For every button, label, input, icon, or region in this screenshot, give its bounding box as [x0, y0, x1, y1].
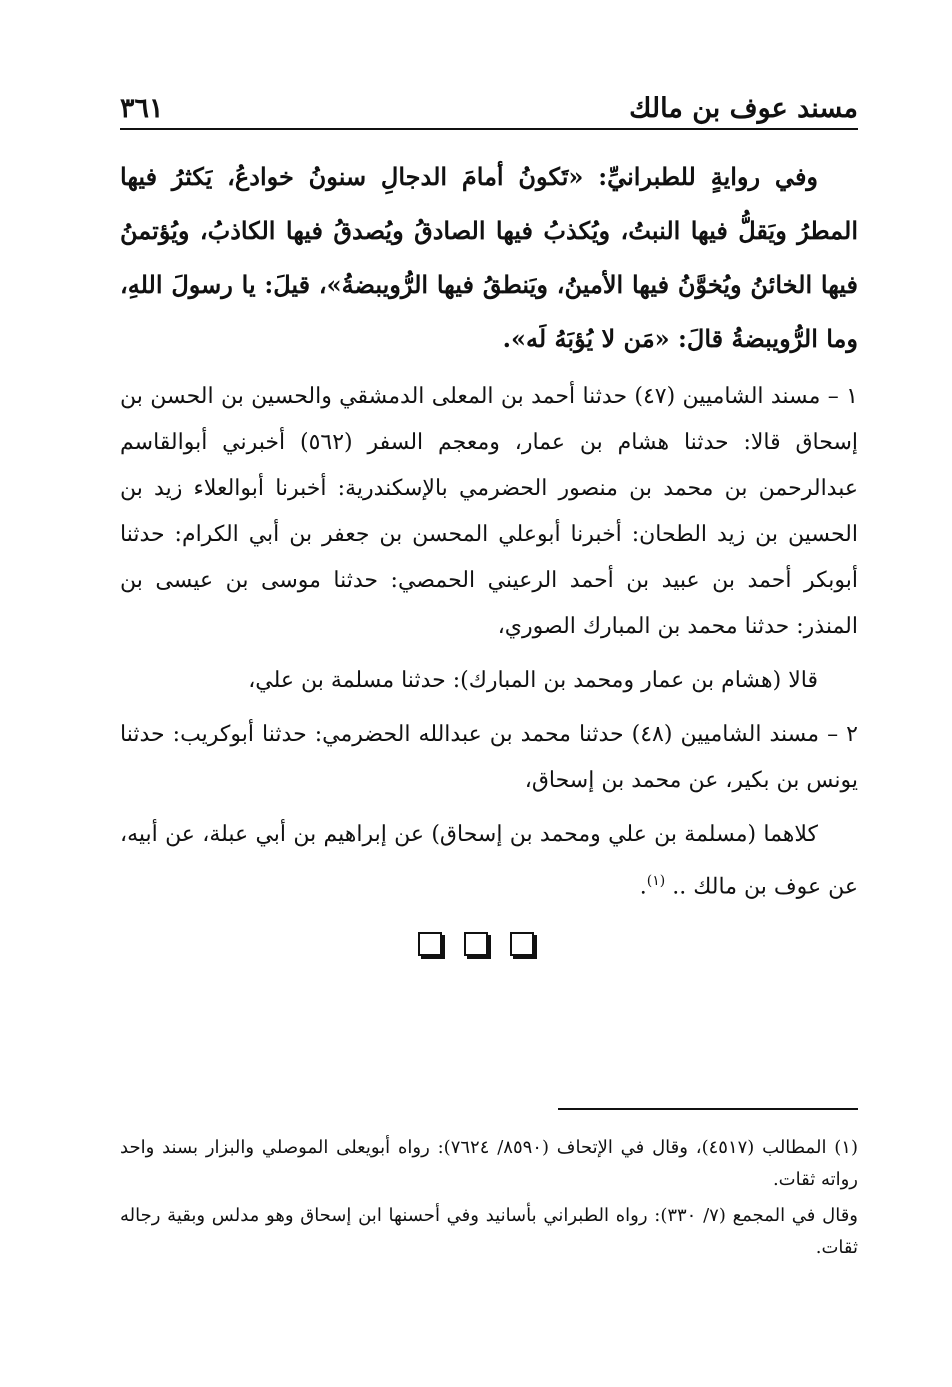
isnad-paragraph-2: قالا (هشام بن عمار ومحمد بن المبارك): حدثنا مسلمة بن علي،	[248, 668, 818, 693]
footnotes	[120, 1132, 858, 1268]
square-ornament-icon	[464, 932, 488, 956]
square-ornament-icon	[510, 932, 534, 956]
page-header	[120, 80, 858, 130]
isnad-paragraph-4-text: كلاهما (مسلمة بن علي ومحمد بن إسحاق) عن إبراهيم بن أبي عبلة، عن أبيه، عن عوف بن مالك ..	[120, 822, 858, 900]
page-body	[120, 150, 858, 918]
section-divider	[0, 932, 952, 956]
footnote-separator	[558, 1108, 858, 1110]
footnote-1: (١) المطالب (٤٥١٧)، وقال في الإتحاف (٨٥٩٠/ ٧٦٢٤): رواه أبويعلى الموصلي والبزار بسند واحد رواته ثقات.	[120, 1137, 858, 1190]
footnote-2: وقال في المجمع (٧/ ٣٣٠): رواه الطبراني بأسانيد وفي أحسنها ابن إسحاق وهو مدلس وبقية رجاله ثقات.	[120, 1205, 858, 1258]
running-title: مسند عوف بن مالك	[629, 93, 858, 124]
hadith-text: وفي روايةٍ للطبرانيِّ: «تَكونُ أمامَ الدجالِ سنونُ خوادعُ، يَكثرُ فيها المطرُ ويَقلُّ فيها النبتُ، ويُكذبُ فيها الصادقُ ويُصدقُ فيها الكاذبُ، ويُؤتمنُ فيها الخائنُ ويُخوَّنُ فيها الأمينُ، ويَنطقُ فيها الرُّويبضةُ»، قيلَ: يا رسولَ اللهِ، وما الرُّويبضةُ قالَ: «مَن لا يُؤبَهُ لَه».	[120, 162, 858, 353]
page-number: ٣٦١	[120, 93, 164, 124]
isnad-paragraph-3: ٢ – مسند الشاميين (٤٨) حدثنا محمد بن عبدالله الحضرمي: حدثنا أبوكريب: حدثنا يونس بن بكير، عن محمد بن إسحاق،	[120, 722, 858, 793]
isnad-paragraph-4: كلاهما (مسلمة بن علي ومحمد بن إسحاق) عن إبراهيم بن أبي عبلة، عن أبيه، عن عوف بن مالك .. $^{(١)}$.	[120, 822, 858, 900]
isnad-paragraph-1: ١ – مسند الشاميين (٤٧) حدثنا أحمد بن المعلى الدمشقي والحسين بن الحسن بن إسحاق قالا: حدثنا هشام بن عمار، ومعجم السفر (٥٦٢) أخبرني أبوالقاسم عبدالرحمن بن محمد بن منصور الحضرمي بالإسكندرية: أخبرنا أبوالعلاء زيد بن الحسين بن زيد الطحان: أخبرنا أبوعلي المحسن بن جعفر بن أبي الكرام: حدثنا أبوبكر أحمد بن عبيد بن أحمد الرعيني الحمصي: حدثنا موسى بن عيسى بن المنذر: حدثنا محمد بن المبارك الصوري،	[120, 384, 858, 639]
square-ornament-icon	[418, 932, 442, 956]
footnote-marker: (١)	[646, 873, 666, 889]
